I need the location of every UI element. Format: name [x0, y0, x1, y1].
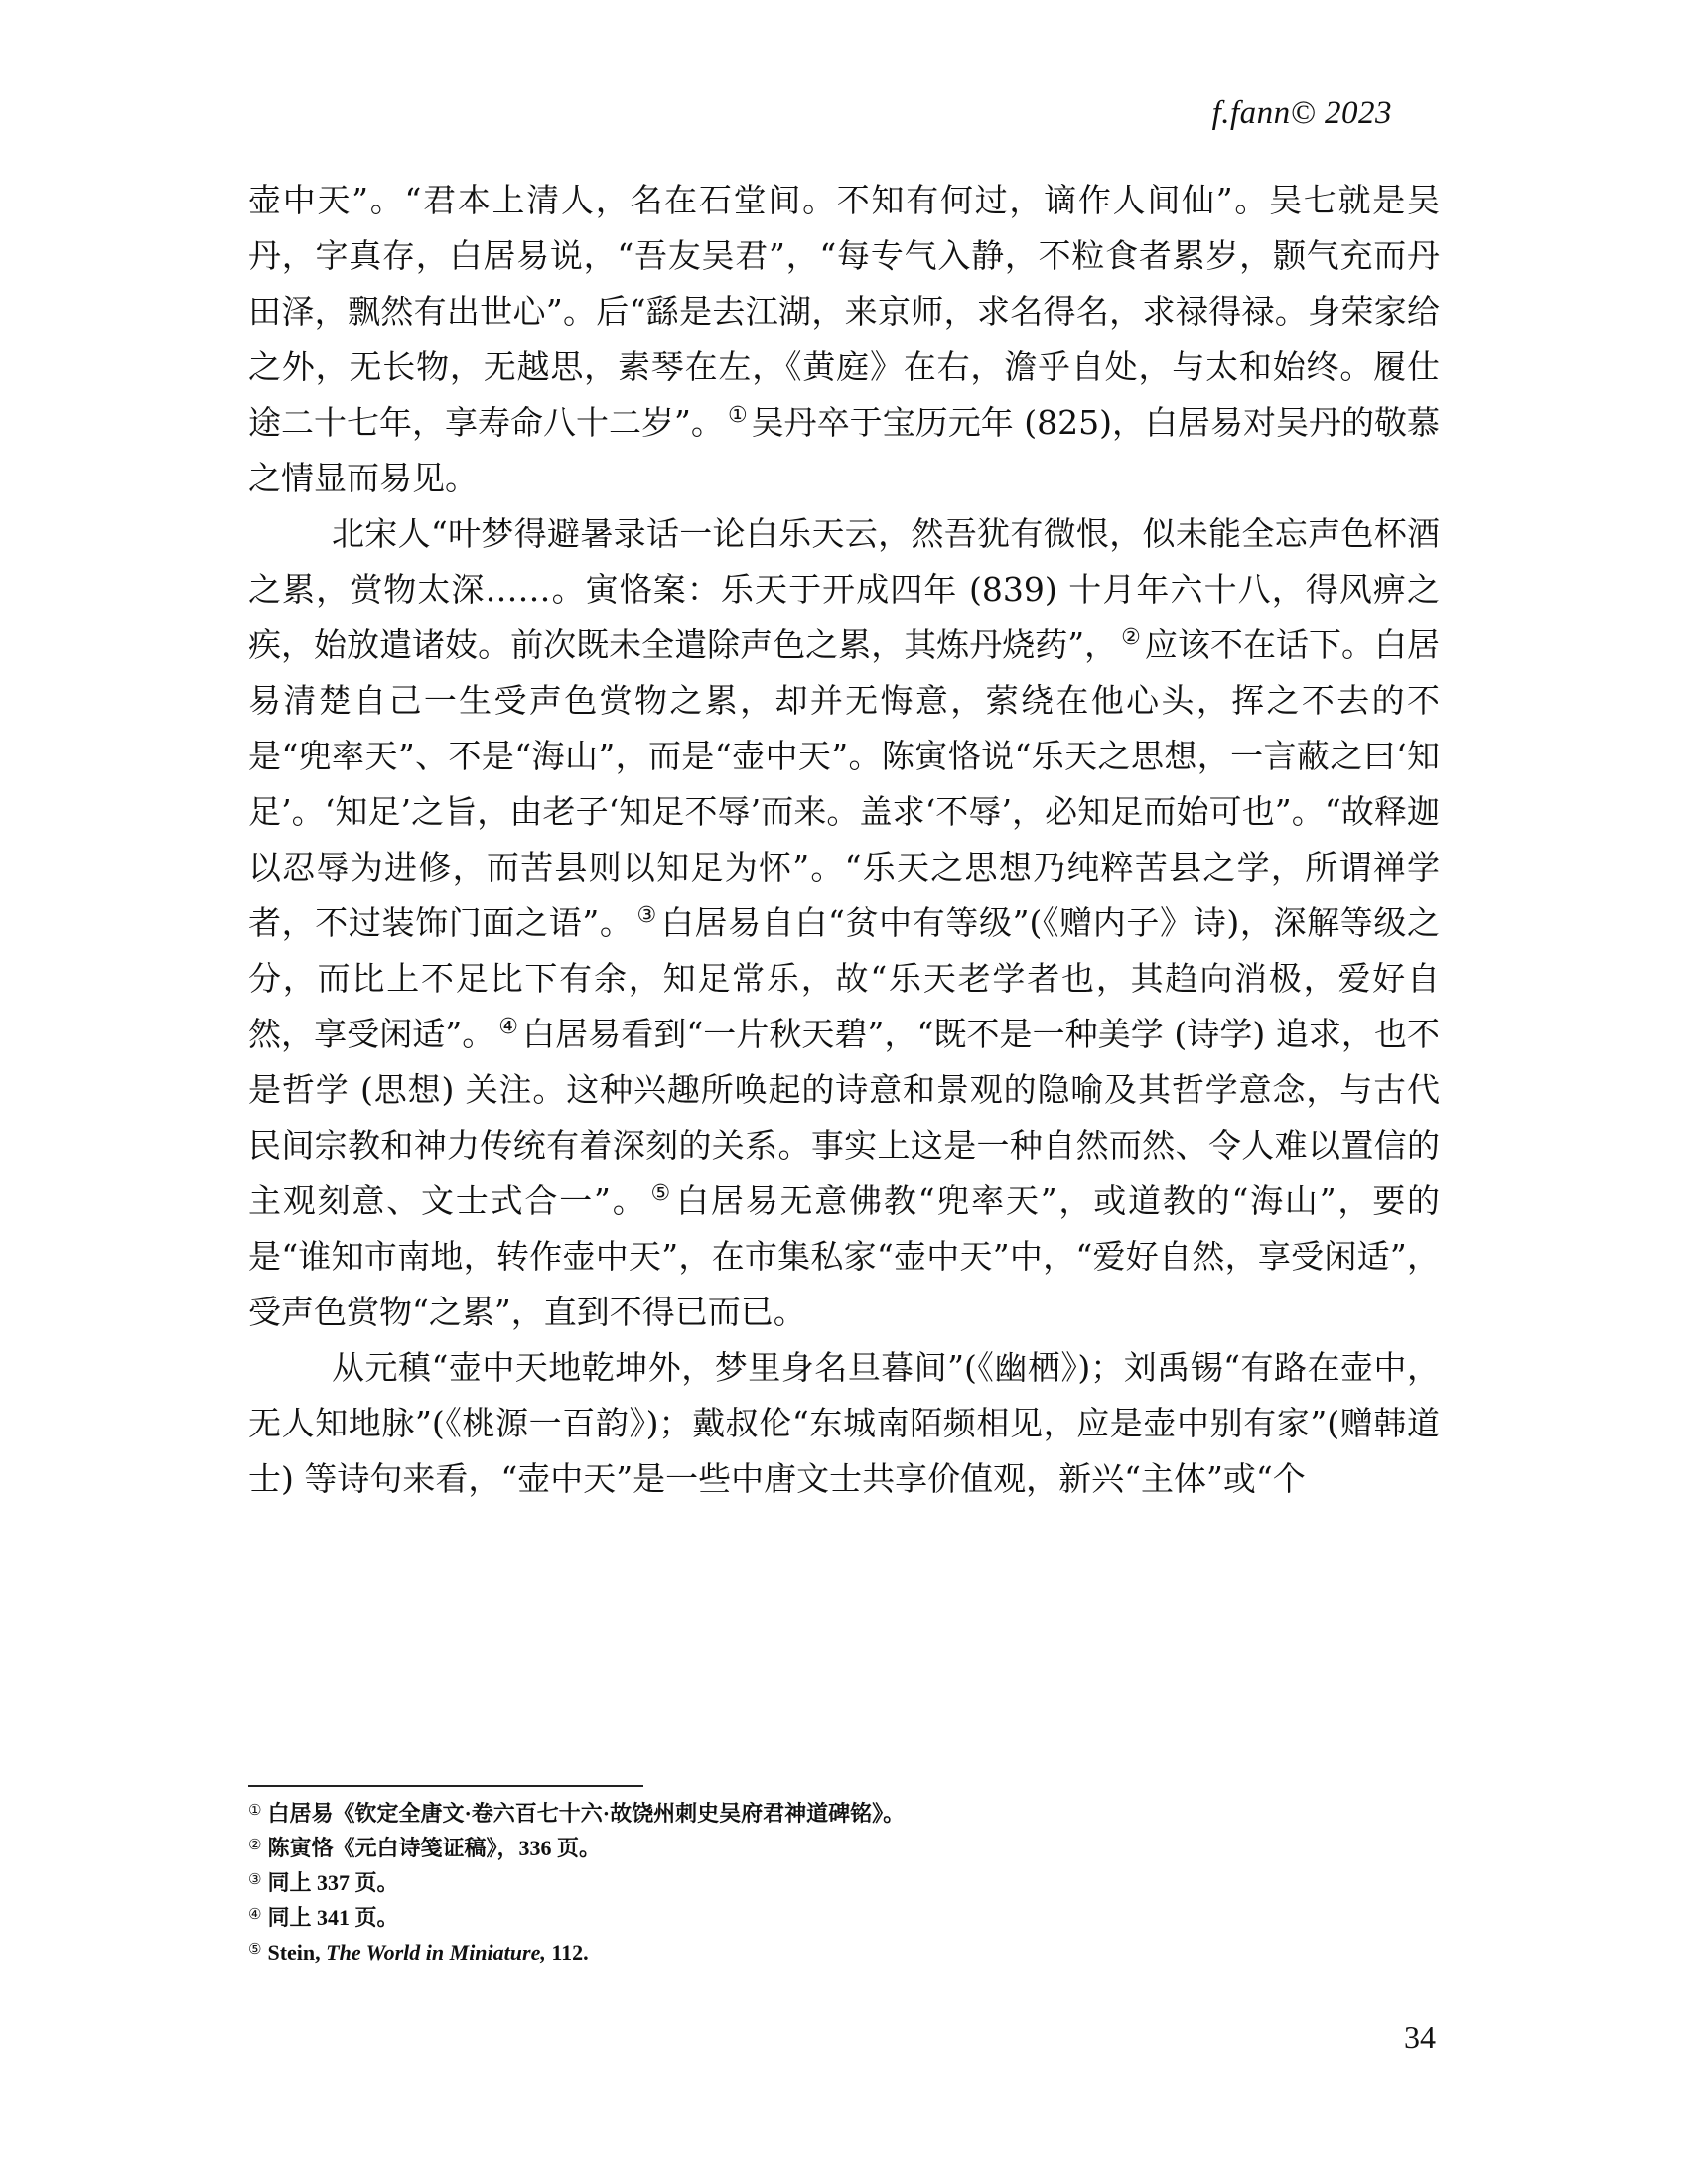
- footnote-2: [248, 1832, 1440, 1866]
- footnote-title: The World in Miniature,: [326, 1940, 546, 1965]
- header-copyright: f.fann© 2023: [1211, 95, 1392, 131]
- footnote-author: Stein,: [267, 1940, 327, 1965]
- paragraph-text: 白居易看到“一片秋天碧”，“既不是一种美学 (诗学) 追求，也不是哲学 (思想) 关注。这种兴趣所唤起的诗意和景观的隐喻及其哲学意念，与古代民间宗教和神力传统有着深刻的关系。事实上这是一种自然而然、令人难以置信的主观刻意、文士式合一”。: [248, 1015, 1440, 1220]
- paragraph-text: 白居易无意佛教“兜率天”，或道教的“海山”，要的是“谁知市南地，转作壶中天”，在市集私家“壶中天”中，“爱好自然，享受闲适”，受声色赏物“之累”，直到不得已而已。: [248, 1181, 1440, 1331]
- paragraph: [248, 173, 1440, 506]
- footnote-text: 同上 341 页。: [267, 1905, 399, 1930]
- paragraph-text: 白居易自白“贫中有等级”(《赠内子》诗)，深解等级之分，而比上不足比下有余，知足常乐，故“乐天老学者也，其趋向消极，爱好自然，享受闲适”。: [248, 903, 1440, 1053]
- paragraph-text: 壶中天”。“君本上清人，名在石堂间。不知有何过，谪作人间仙”。吴七就是吴丹，字真存，白居易说，“吾友吴君”，“每专气入静，不粒食者累岁，颢气充而丹田泽，飘然有出世心”。后“繇是去江湖，来京师，求名得名，求禄得禄。身荣家给之外，无长物，无越思，素琴在左，《黄庭》在右，澹乎自处，与太和始终。履仕途二十七年，享寿命八十二岁”。: [248, 181, 1440, 442]
- footnote-page: 112.: [545, 1940, 589, 1965]
- footnote-mark: ④: [248, 1905, 262, 1923]
- paragraph-text: 吴丹卒于宝历元年 (825)，白居易对吴丹的敬慕之情显而易见。: [248, 403, 1440, 497]
- footnote-mark: ①: [248, 1801, 262, 1819]
- footnote-text: 同上 337 页。: [267, 1870, 399, 1895]
- paragraph: [248, 1340, 1440, 1507]
- footnote-5: [248, 1936, 1440, 1971]
- paragraph: [248, 506, 1440, 1340]
- footnote-ref-4[interactable]: ④: [498, 1015, 519, 1039]
- footnote-mark: ③: [248, 1870, 262, 1888]
- footnotes: [248, 1797, 1440, 1971]
- footnote-mark: ②: [248, 1836, 262, 1853]
- footnote-ref-1[interactable]: ①: [727, 403, 748, 428]
- paragraph-text: 应该不在话下。白居易清楚自己一生受声色赏物之累，却并无悔意，萦绕在他心头，挥之不去的不是“兜率天”、不是“海山”，而是“壶中天”。陈寅恪说“乐天之思想，一言蔽之曰‘知足’。‘知足’之旨，由老子‘知足不辱’而来。盖求‘不辱’，必知足而始可也”。“故释迦以忍辱为进修，而苦县则以知足为怀”。“乐天之思想乃纯粹苦县之学，所谓禅学者，不过装饰门面之语”。: [248, 625, 1440, 942]
- footnote-mark: ⑤: [248, 1940, 262, 1958]
- footnote-ref-5[interactable]: ⑤: [650, 1181, 673, 1206]
- footnote-ref-3[interactable]: ③: [636, 903, 657, 928]
- footnote-4: [248, 1901, 1440, 1936]
- footnote-ref-2[interactable]: ②: [1121, 625, 1141, 650]
- footnote-text: 陈寅恪《元白诗笺证稿》，336 页。: [267, 1836, 601, 1860]
- page-number: 34: [1404, 2019, 1436, 2055]
- footnote-1: [248, 1797, 1440, 1832]
- body-text: [248, 173, 1440, 1507]
- footnote-3: [248, 1866, 1440, 1901]
- paragraph-text: 从元稹“壶中天地乾坤外，梦里身名旦暮间”(《幽栖》)；刘禹锡“有路在壶中，无人知地脉”(《桃源一百韵》)；戴叔伦“东城南陌频相见，应是壶中别有家”(赠韩道士) 等诗句来看，“壶中天”是一些中唐文士共享价值观，新兴“主体”或“个: [248, 1348, 1440, 1498]
- footnote-divider: [248, 1785, 643, 1787]
- paragraph-text: 北宋人“叶梦得避暑录话一论白乐天云，然吾犹有微恨，似未能全忘声色杯酒之累，赏物太深……。寅恪案：乐天于开成四年 (839) 十月年六十八，得风痹之疾，始放遣诸妓。前次既未全遣除声色之累，其炼丹烧药”，: [248, 514, 1440, 664]
- footnote-text: 白居易《钦定全唐文·卷六百七十六·故饶州刺史吴府君神道碑铭》。: [267, 1801, 906, 1826]
